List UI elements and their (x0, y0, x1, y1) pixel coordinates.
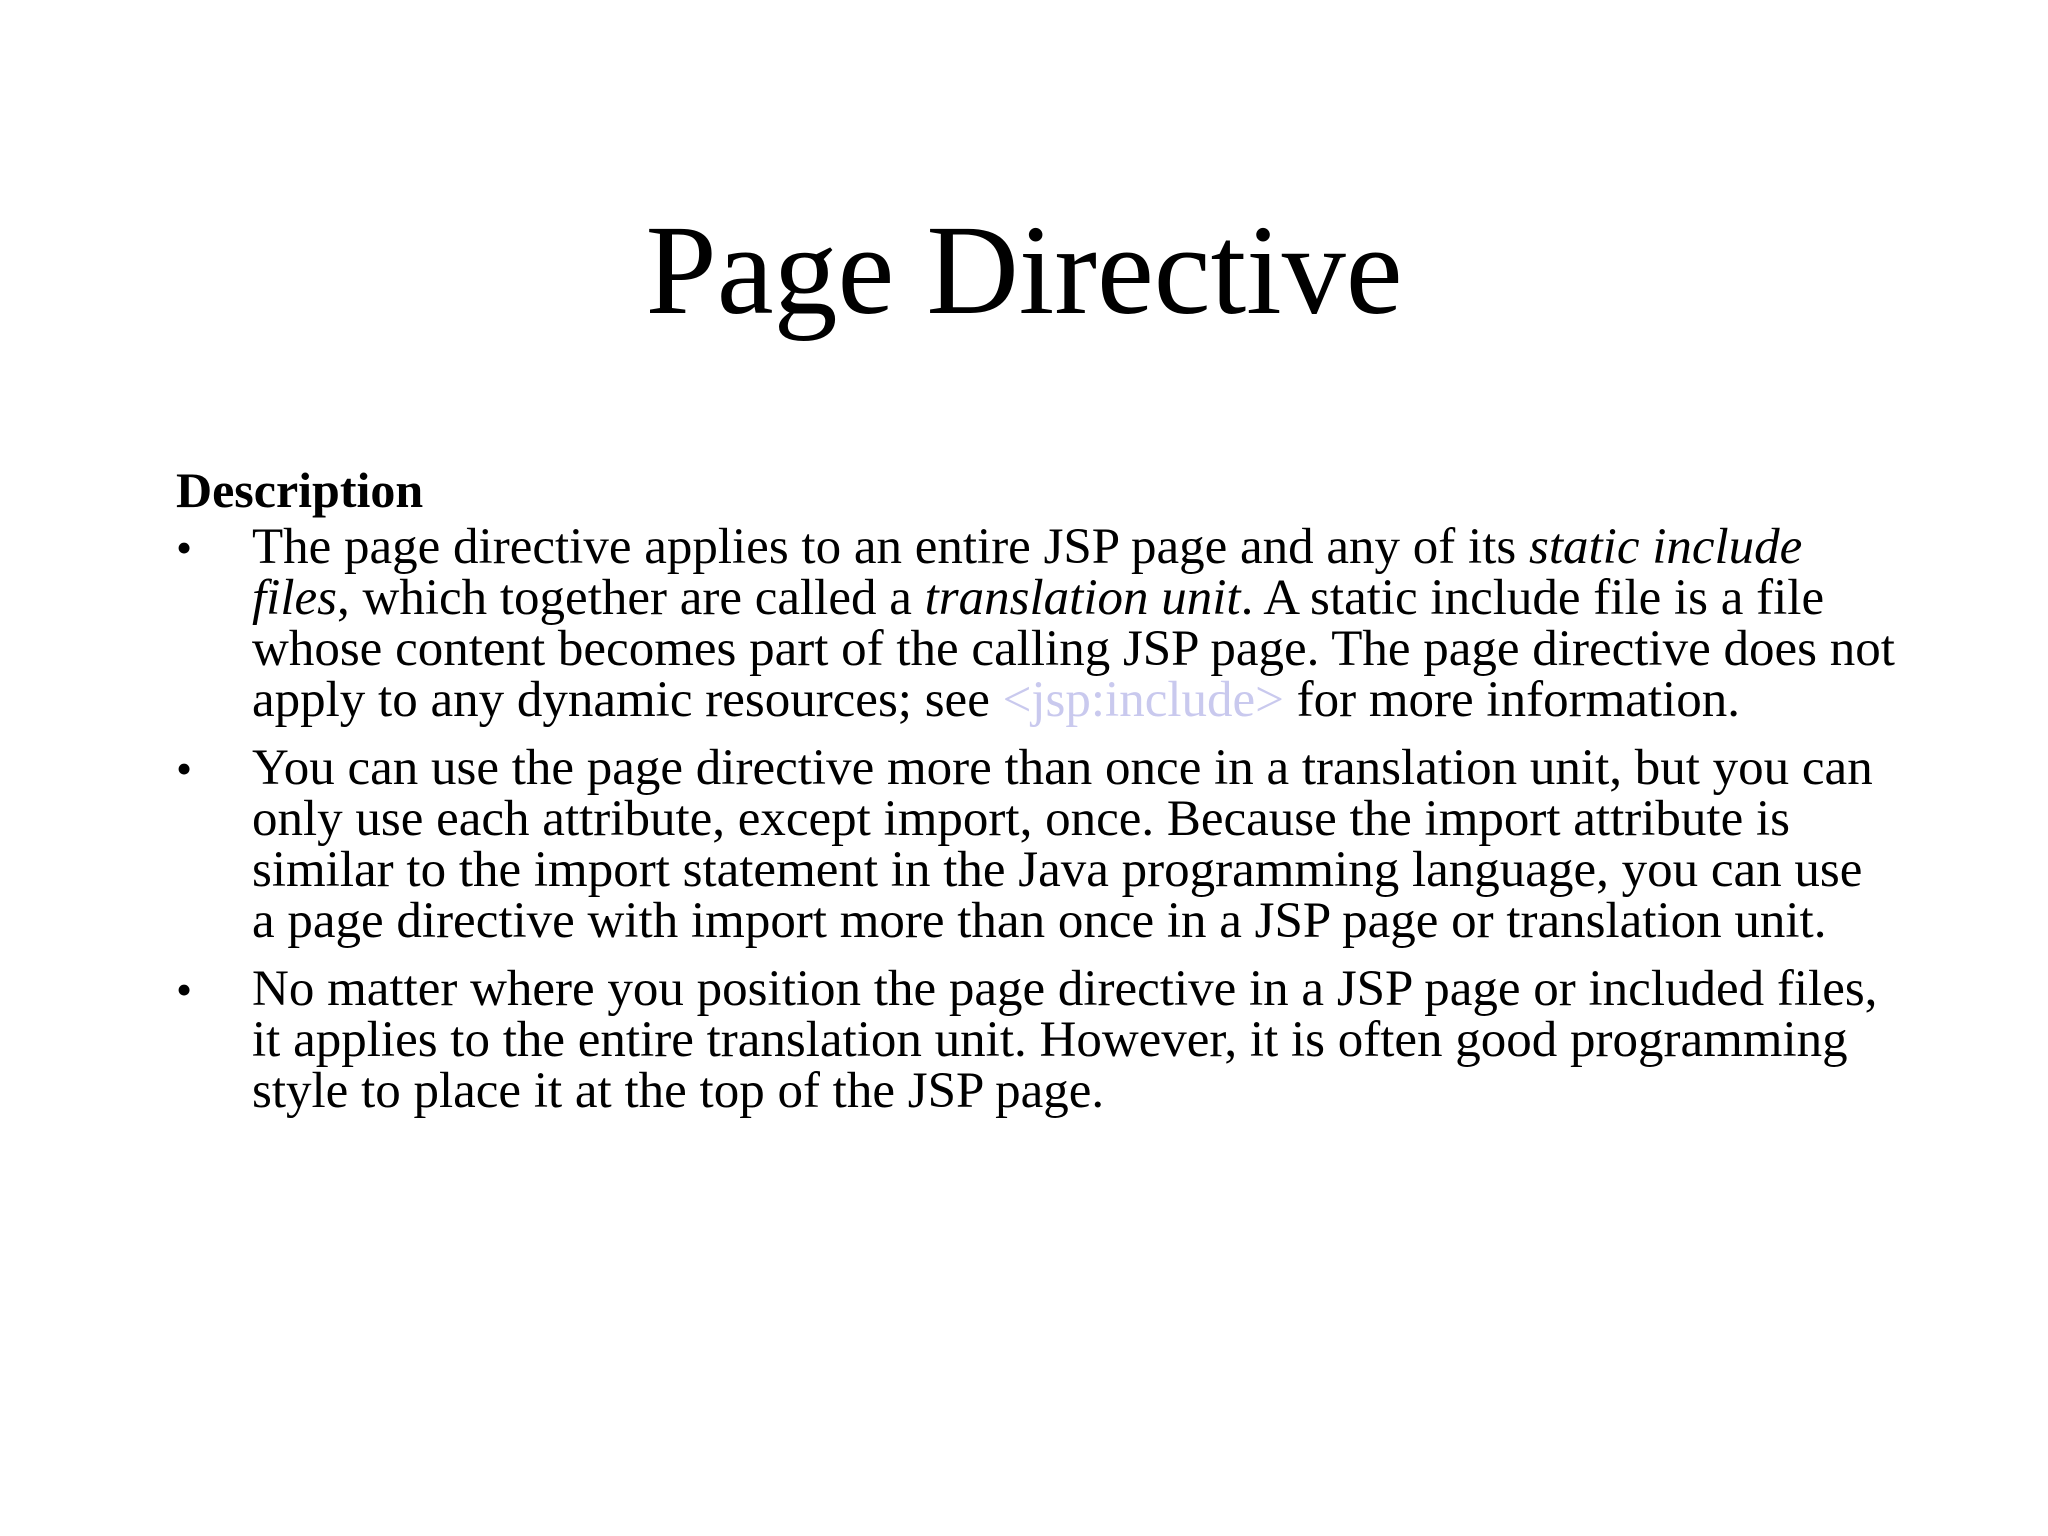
bullet-list (176, 519, 1896, 1119)
bullet-1-text-part-2: , which together are called a (337, 570, 925, 626)
bullet-item-1 (176, 519, 1896, 728)
slide-content (176, 460, 1896, 1134)
bullet-2-text: You can use the page directive more than once in a translation unit, but you can only use each attribute, except import, once. Because the import attribute is similar to the import statement in the Java programming language, you can use a page directive with import more than once in a JSP page or translation unit. (252, 740, 1873, 949)
bullet-1-text-part-3: . A static include file is a file whose content becomes part of the calling JSP page. The page directive does not apply to any dynamic resources; see (252, 570, 1895, 728)
bullet-item-2 (176, 740, 1896, 949)
bullet-3-text: No matter where you position the page directive in a JSP page or included files, it applies to the entire translation unit. However, it is often good programming style to place it at the top of the JSP page. (252, 961, 1878, 1119)
section-heading: Description (176, 462, 424, 518)
bullet-item-3 (176, 961, 1896, 1119)
bullet-marker: • (176, 743, 193, 794)
bullet-1-emphasis-translation-unit: translation unit (924, 570, 1241, 626)
slide-title: Page Directive (645, 199, 1403, 341)
bullet-1-emphasis-static-include-files: static include files (252, 519, 1803, 626)
bullet-marker: • (176, 964, 193, 1015)
bullet-1-text-part-1: The page directive applies to an entire JSP page and any of its (252, 519, 1529, 575)
jsp-include-link[interactable]: <jsp:include> (1002, 672, 1284, 728)
bullet-1-text-part-4: for more information. (1283, 672, 1740, 728)
bullet-marker: • (176, 522, 193, 573)
